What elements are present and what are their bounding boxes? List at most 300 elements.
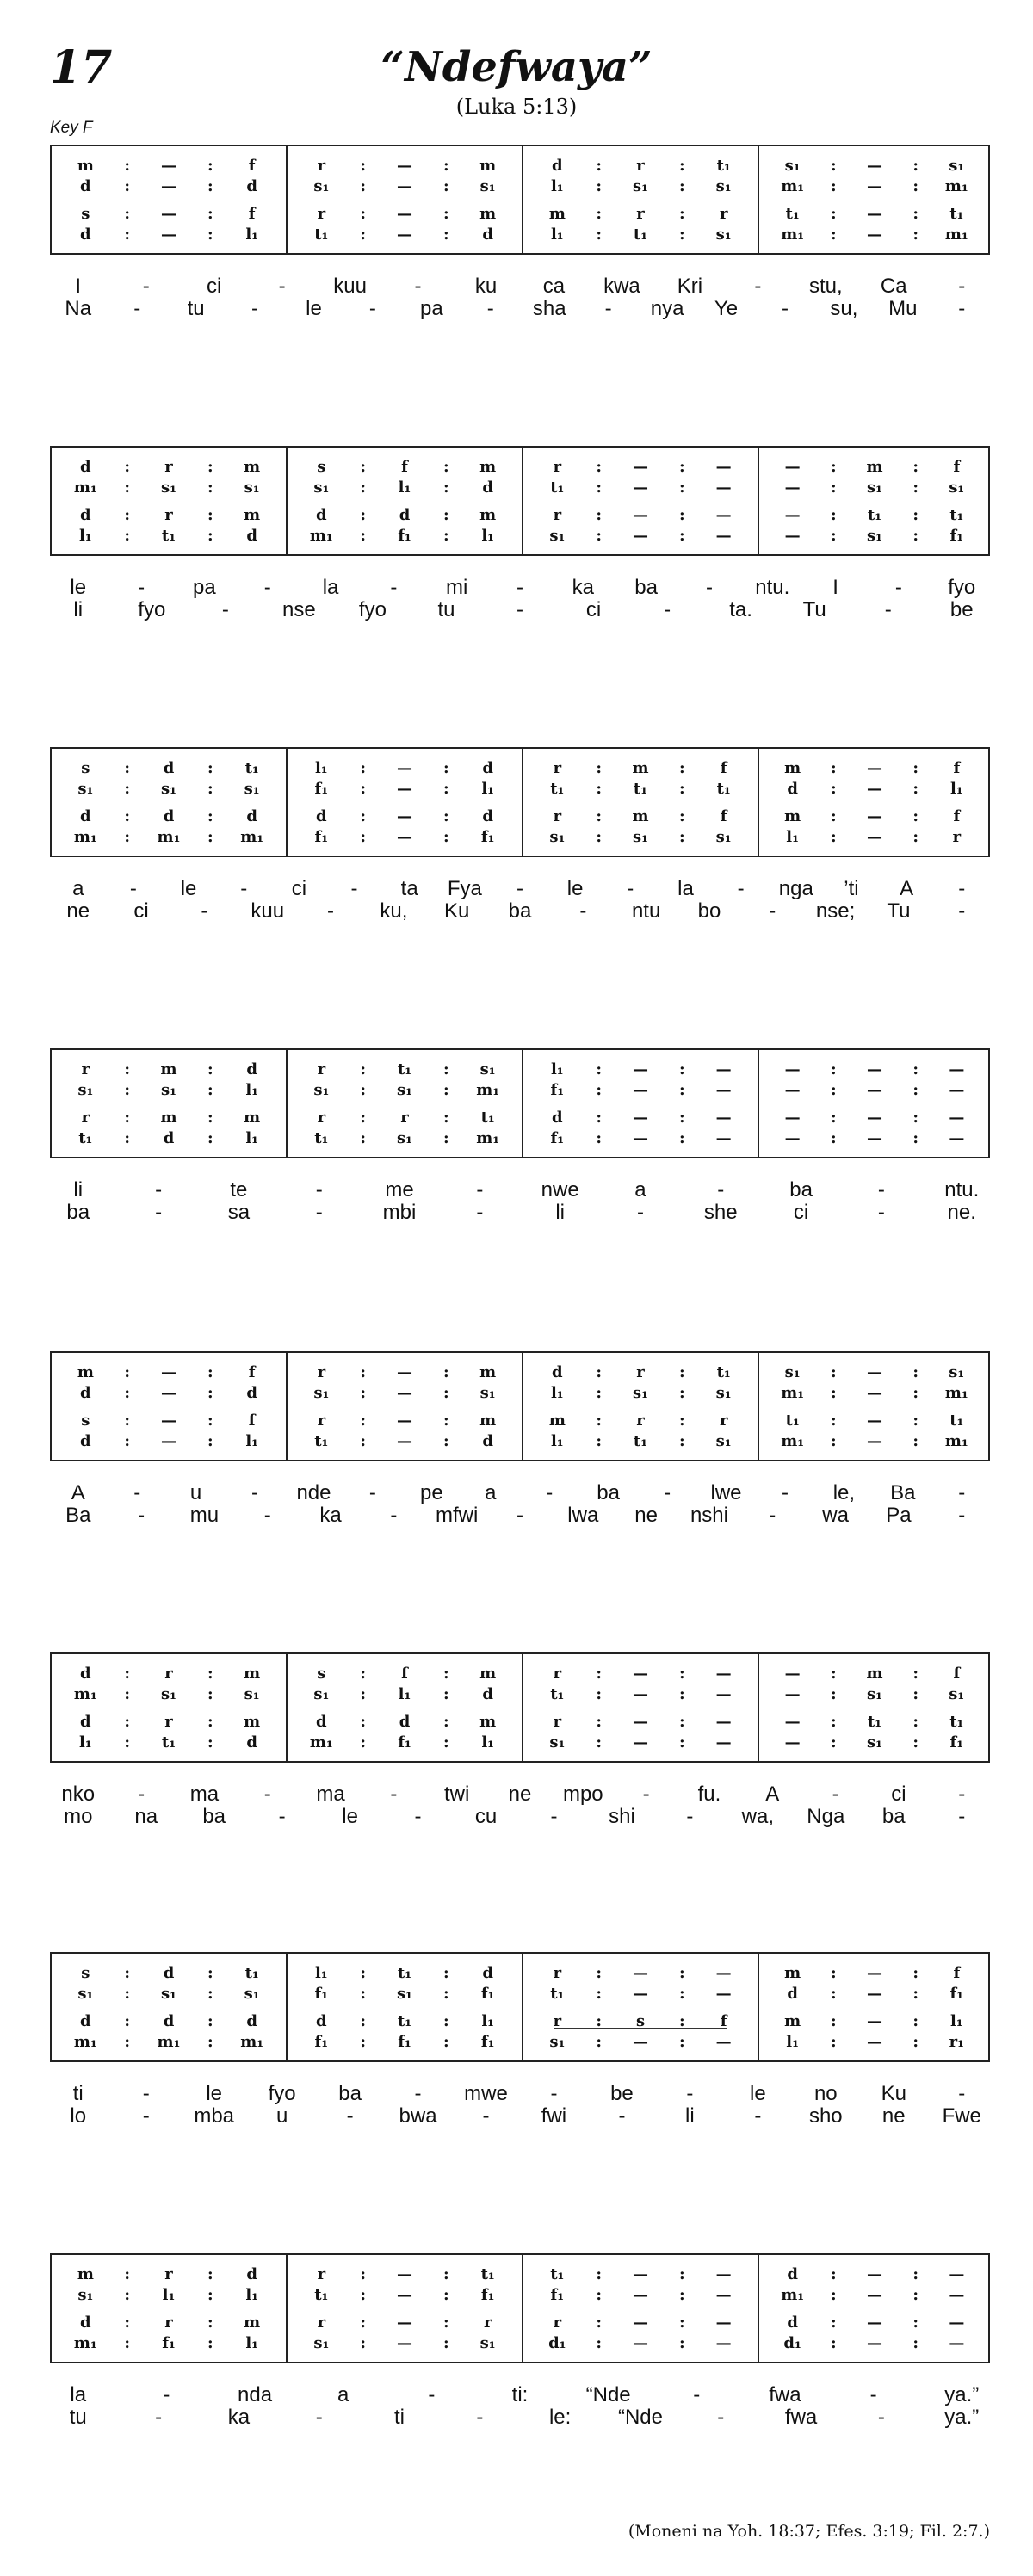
lyric-syllable: ne xyxy=(508,1782,532,1806)
lyric-syllable: ta xyxy=(400,877,418,900)
solfa-note: t₁ xyxy=(633,780,648,798)
solfa-note: — xyxy=(784,527,801,545)
beat-separator: : xyxy=(912,1129,919,1147)
solfa-note: l₁ xyxy=(245,1129,259,1147)
solfa-note: r xyxy=(400,1109,409,1127)
lyric-syllable: lo xyxy=(70,2104,87,2128)
lyric-line xyxy=(50,1504,990,1529)
beat-separator: : xyxy=(912,1384,919,1402)
beat-separator: : xyxy=(124,1129,130,1147)
beat-separator: : xyxy=(124,458,130,476)
voice-row xyxy=(759,157,990,176)
solfa-note: t₁ xyxy=(314,2286,329,2304)
solfa-note: d xyxy=(316,2012,327,2030)
voice-row xyxy=(288,1109,522,1127)
beat-separator: : xyxy=(443,2313,449,2332)
lyric-syllable: le xyxy=(750,2082,766,2105)
beat-separator: : xyxy=(596,527,602,545)
staff-box xyxy=(50,1652,990,1763)
solfa-note: — xyxy=(715,527,732,545)
solfa-note: — xyxy=(866,1109,882,1127)
solfa-note: s₁ xyxy=(160,1985,177,2003)
solfa-note: m₁ xyxy=(240,828,264,846)
solfa-note: m xyxy=(479,1412,497,1430)
solfa-note: d xyxy=(246,2012,257,2030)
beat-separator: : xyxy=(679,479,685,497)
lyric-syllable: - xyxy=(390,1782,398,1806)
beat-separator: : xyxy=(831,1060,837,1078)
lyric-syllable: ti xyxy=(72,2082,84,2105)
lyric-syllable: mo xyxy=(64,1805,93,1828)
voice-row xyxy=(52,1412,286,1430)
voice-row xyxy=(288,1060,522,1079)
solfa-note: m xyxy=(244,1109,261,1127)
lyric-syllable: “Nde xyxy=(617,2406,663,2429)
beat-separator: : xyxy=(831,759,837,777)
voice-row xyxy=(288,2313,522,2332)
measure xyxy=(522,2255,758,2362)
lyric-syllable: le, xyxy=(832,1481,856,1504)
solfa-note: d xyxy=(552,1109,563,1127)
voice-row xyxy=(759,2334,990,2353)
solfa-note: s₁ xyxy=(949,157,965,175)
solfa-note: d xyxy=(80,506,91,524)
beat-separator: : xyxy=(596,828,602,846)
beat-separator: : xyxy=(443,2286,449,2304)
lyric-syllable: me xyxy=(385,1178,414,1202)
voice-row xyxy=(288,759,522,778)
lyric-syllable: ba xyxy=(634,576,658,599)
solfa-note: d xyxy=(399,1713,411,1731)
beat-separator: : xyxy=(124,479,130,497)
solfa-note: d xyxy=(482,479,493,497)
solfa-note: m xyxy=(784,759,801,777)
solfa-note: — xyxy=(949,2313,965,2332)
solfa-note: t₁ xyxy=(161,527,176,545)
lyric-syllable: - xyxy=(476,1178,484,1202)
voice-row xyxy=(288,157,522,176)
solfa-note: m₁ xyxy=(781,225,805,244)
beat-separator: : xyxy=(443,1665,449,1683)
solfa-note: — xyxy=(715,2033,732,2051)
lyric-syllable: - xyxy=(604,297,612,320)
beat-separator: : xyxy=(596,1665,602,1683)
beat-separator: : xyxy=(596,506,602,524)
voice-row xyxy=(52,479,286,497)
beat-separator: : xyxy=(912,1685,919,1703)
solfa-note: — xyxy=(866,2286,882,2304)
beat-separator: : xyxy=(831,1733,837,1751)
solfa-note: — xyxy=(633,1081,648,1099)
lyric-syllable: nse xyxy=(282,598,316,621)
solfa-note: — xyxy=(397,780,412,798)
solfa-note: d xyxy=(246,1384,257,1402)
lyric-syllable: - xyxy=(390,576,398,599)
solfa-note: — xyxy=(949,2265,965,2283)
beat-separator: : xyxy=(831,807,837,825)
beat-separator: : xyxy=(360,2033,366,2051)
beat-separator: : xyxy=(912,2334,919,2352)
beat-separator: : xyxy=(679,2012,685,2030)
solfa-note: m₁ xyxy=(944,225,968,244)
solfa-note: r xyxy=(164,2265,173,2283)
solfa-note: t₁ xyxy=(550,1685,565,1703)
solfa-note: t₁ xyxy=(314,1432,329,1450)
solfa-note: l₁ xyxy=(245,2286,259,2304)
beat-separator: : xyxy=(207,2313,213,2332)
lyric-syllable: sa xyxy=(227,1201,251,1224)
solfa-note: d xyxy=(482,807,493,825)
solfa-note: t₁ xyxy=(550,2265,565,2283)
voice-row xyxy=(759,177,990,196)
measure xyxy=(286,1353,522,1460)
solfa-note: — xyxy=(949,2334,965,2352)
voice-row xyxy=(52,1129,286,1148)
voice-row xyxy=(523,1985,758,2004)
solfa-note: s₁ xyxy=(866,1685,882,1703)
voice-row xyxy=(52,1713,286,1732)
solfa-note: s xyxy=(317,458,326,476)
lyric-syllable: Ku xyxy=(881,2082,906,2105)
voice-row xyxy=(288,2265,522,2284)
lyric-syllable: shi xyxy=(609,1805,635,1828)
solfa-note: m xyxy=(479,458,497,476)
lyric-syllable: - xyxy=(390,1504,398,1527)
beat-separator: : xyxy=(360,1109,366,1127)
beat-separator: : xyxy=(679,177,685,195)
solfa-note: — xyxy=(397,157,412,175)
beat-separator: : xyxy=(912,1081,919,1099)
lyric-syllable: ’ti xyxy=(844,877,859,900)
solfa-note: t₁ xyxy=(161,1733,176,1751)
solfa-note: m xyxy=(244,458,261,476)
scripture-reference: (Luka 5:13) xyxy=(455,95,578,119)
beat-separator: : xyxy=(912,225,919,244)
beat-separator: : xyxy=(360,157,366,175)
beat-separator: : xyxy=(596,1129,602,1147)
lyric-syllable: - xyxy=(769,899,776,923)
beat-separator: : xyxy=(360,527,366,545)
voice-row xyxy=(52,225,286,244)
solfa-note: f₁ xyxy=(550,1129,565,1147)
lyric-syllable: ci xyxy=(133,899,149,923)
measure xyxy=(522,749,758,856)
beat-separator: : xyxy=(360,1060,366,1078)
beat-separator: : xyxy=(360,2334,366,2352)
lyric-syllable: - xyxy=(263,576,271,599)
lyric-syllable: ci xyxy=(585,598,602,621)
lyric-syllable: kuu xyxy=(333,275,367,298)
beat-separator: : xyxy=(679,1412,685,1430)
beat-separator: : xyxy=(124,1985,130,2003)
solfa-note: — xyxy=(715,1109,732,1127)
solfa-note: l₁ xyxy=(78,1733,92,1751)
beat-separator: : xyxy=(360,1733,366,1751)
lyric-syllable: le: xyxy=(548,2406,572,2429)
beat-separator: : xyxy=(831,1713,837,1731)
solfa-note: t₁ xyxy=(716,157,731,175)
solfa-note: s xyxy=(81,759,90,777)
voice-row xyxy=(288,1129,522,1148)
solfa-note: — xyxy=(633,2286,648,2304)
solfa-note: m xyxy=(479,506,497,524)
lyric-syllable: - xyxy=(877,2406,885,2429)
solfa-note: t₁ xyxy=(949,1713,964,1731)
voice-row xyxy=(523,1081,758,1100)
lyric-syllable: - xyxy=(163,2383,170,2406)
solfa-note: t₁ xyxy=(949,205,964,223)
lyric-syllable: be xyxy=(949,598,974,621)
voice-row xyxy=(759,1081,990,1100)
beat-separator: : xyxy=(679,205,685,223)
solfa-note: r xyxy=(636,157,645,175)
beat-separator: : xyxy=(443,1432,449,1450)
voice-row xyxy=(759,479,990,497)
lyric-syllable: - xyxy=(278,275,286,298)
staff-box xyxy=(50,446,990,556)
solfa-note: m xyxy=(77,2265,94,2283)
solfa-note: s₁ xyxy=(244,1985,260,2003)
solfa-note: f xyxy=(953,458,961,476)
solfa-note: m xyxy=(160,1109,177,1127)
voice-row xyxy=(52,1665,286,1683)
voice-row xyxy=(288,2033,522,2052)
solfa-note: l₁ xyxy=(481,780,495,798)
lyric-line xyxy=(50,899,990,925)
lyric-syllable: Tu xyxy=(802,598,826,621)
solfa-note: — xyxy=(161,1384,176,1402)
beat-separator: : xyxy=(912,506,919,524)
solfa-note: t₁ xyxy=(785,1412,800,1430)
beat-separator: : xyxy=(124,1733,130,1751)
lyric-syllable: - xyxy=(958,1805,966,1828)
beat-separator: : xyxy=(596,1985,602,2003)
solfa-note: m xyxy=(866,458,883,476)
solfa-note: — xyxy=(715,2313,732,2332)
beat-separator: : xyxy=(912,2033,919,2051)
measure xyxy=(286,1050,522,1157)
beat-separator: : xyxy=(207,205,213,223)
lyric-syllable: - xyxy=(155,2406,163,2429)
beat-separator: : xyxy=(831,1432,837,1450)
beat-separator: : xyxy=(207,1384,213,1402)
solfa-note: d xyxy=(482,1432,493,1450)
solfa-note: d xyxy=(482,1685,493,1703)
solfa-note: t₁ xyxy=(480,1109,495,1127)
voice-row xyxy=(52,2286,286,2305)
lyric-syllable: Mu xyxy=(888,297,918,320)
lyric-syllable: ntu xyxy=(631,899,661,923)
beat-separator: : xyxy=(912,1363,919,1381)
beat-separator: : xyxy=(679,2313,685,2332)
solfa-note: r xyxy=(483,2313,492,2332)
solfa-note: r xyxy=(81,1060,90,1078)
solfa-note: f₁ xyxy=(398,527,411,545)
lyric-syllable: - xyxy=(686,1805,694,1828)
solfa-note: s₁ xyxy=(160,780,177,798)
beat-separator: : xyxy=(596,225,602,244)
beat-separator: : xyxy=(596,1964,602,1982)
voice-row xyxy=(523,1363,758,1382)
solfa-note: m xyxy=(866,1665,883,1683)
beat-separator: : xyxy=(679,1964,685,1982)
lyric-syllable: fyo xyxy=(948,576,976,599)
voice-row xyxy=(288,1733,522,1752)
voice-row xyxy=(523,1665,758,1683)
beat-separator: : xyxy=(831,225,837,244)
solfa-note: r xyxy=(317,1363,326,1381)
solfa-note: — xyxy=(866,1060,882,1078)
measure xyxy=(522,1954,758,2060)
solfa-note: t₁ xyxy=(716,1363,731,1381)
beat-separator: : xyxy=(124,2313,130,2332)
solfa-note: m xyxy=(784,807,801,825)
voice-row xyxy=(759,1733,990,1752)
solfa-note: m₁ xyxy=(944,1384,968,1402)
solfa-note: — xyxy=(784,458,801,476)
voice-row xyxy=(52,1964,286,1983)
solfa-note: d xyxy=(316,1713,327,1731)
beat-separator: : xyxy=(596,1363,602,1381)
solfa-note: l₁ xyxy=(786,2033,800,2051)
solfa-note: s₁ xyxy=(313,177,330,195)
beat-separator: : xyxy=(679,1109,685,1127)
lyric-syllable: - xyxy=(958,899,966,923)
beat-separator: : xyxy=(443,759,449,777)
beat-separator: : xyxy=(831,1412,837,1430)
solfa-note: l₁ xyxy=(949,780,963,798)
solfa-note: f xyxy=(953,759,961,777)
beat-separator: : xyxy=(443,458,449,476)
lyric-syllable: - xyxy=(550,1805,558,1828)
beat-separator: : xyxy=(679,2286,685,2304)
music-system xyxy=(50,1952,990,2137)
lyric-syllable: pa xyxy=(419,297,443,320)
solfa-note: d xyxy=(80,807,91,825)
solfa-note: d xyxy=(80,1713,91,1731)
lyric-syllable: - xyxy=(155,1201,163,1224)
solfa-note: d xyxy=(80,1665,91,1683)
lyric-syllable: - xyxy=(618,2104,626,2128)
beat-separator: : xyxy=(207,1129,213,1147)
solfa-note: r xyxy=(553,2313,562,2332)
lyric-syllable: ma xyxy=(189,1782,220,1806)
lyric-syllable: cu xyxy=(474,1805,498,1828)
solfa-note: — xyxy=(949,1129,965,1147)
measure xyxy=(758,1954,990,2060)
lyric-syllable: - xyxy=(832,1782,839,1806)
beat-separator: : xyxy=(443,2012,449,2030)
lyric-syllable: Ba xyxy=(890,1481,916,1504)
beat-separator: : xyxy=(360,458,366,476)
solfa-note: — xyxy=(866,1985,882,2003)
solfa-note: — xyxy=(866,2012,882,2030)
beat-separator: : xyxy=(124,1081,130,1099)
beat-separator: : xyxy=(207,780,213,798)
beat-separator: : xyxy=(912,1964,919,1982)
beat-separator: : xyxy=(679,1713,685,1731)
beat-separator: : xyxy=(831,1964,837,1982)
lyric-syllable: li xyxy=(73,598,84,621)
voice-row xyxy=(523,828,758,847)
lyric-syllable: mu xyxy=(189,1504,220,1527)
measure xyxy=(758,1353,990,1460)
solfa-note: — xyxy=(633,1733,648,1751)
solfa-note: f₁ xyxy=(162,2334,176,2352)
solfa-note: t₁ xyxy=(78,1129,93,1147)
lyric-syllable: ne. xyxy=(947,1201,976,1224)
beat-separator: : xyxy=(443,1733,449,1751)
solfa-note: m₁ xyxy=(73,1685,97,1703)
beat-separator: : xyxy=(831,780,837,798)
solfa-note: — xyxy=(633,527,648,545)
solfa-note: d xyxy=(787,2265,798,2283)
lyric-syllable: ba xyxy=(66,1201,90,1224)
beat-separator: : xyxy=(596,780,602,798)
lyric-syllable: le xyxy=(566,877,584,900)
lyric-syllable: Kri xyxy=(677,275,703,298)
music-system xyxy=(50,1048,990,1233)
lyric-syllable: - xyxy=(251,1481,259,1504)
solfa-note: r xyxy=(164,1713,173,1731)
lyric-syllable: fyo xyxy=(268,2082,296,2105)
voice-row xyxy=(288,1713,522,1732)
measure xyxy=(758,448,990,554)
solfa-note: t₁ xyxy=(785,205,800,223)
voice-row xyxy=(288,1432,522,1451)
solfa-note: s₁ xyxy=(160,1081,177,1099)
solfa-note: s₁ xyxy=(866,1733,882,1751)
lyric-syllable: fu. xyxy=(697,1782,721,1806)
voice-row xyxy=(288,458,522,477)
solfa-note: l₁ xyxy=(162,2286,176,2304)
voice-row xyxy=(523,1412,758,1430)
beat-separator: : xyxy=(912,157,919,175)
solfa-note: d xyxy=(246,1060,257,1078)
lyric-syllable: - xyxy=(958,1504,966,1527)
beat-separator: : xyxy=(596,759,602,777)
voice-row xyxy=(523,1432,758,1451)
beat-separator: : xyxy=(831,479,837,497)
beat-separator: : xyxy=(443,1412,449,1430)
solfa-note: l₁ xyxy=(398,479,411,497)
beat-separator: : xyxy=(207,1060,213,1078)
solfa-note: s₁ xyxy=(549,828,566,846)
solfa-note: s₁ xyxy=(160,479,177,497)
beat-separator: : xyxy=(679,1081,685,1099)
voice-row xyxy=(523,177,758,196)
lyric-syllable: I xyxy=(832,576,838,599)
lyric-syllable: a xyxy=(337,2383,349,2406)
beat-separator: : xyxy=(912,177,919,195)
lyric-syllable: - xyxy=(278,1805,286,1828)
voice-row xyxy=(759,1060,990,1079)
lyric-syllable: a xyxy=(634,1178,646,1202)
solfa-note: l₁ xyxy=(314,759,328,777)
solfa-note: r xyxy=(164,506,173,524)
voice-row xyxy=(523,506,758,525)
voice-row xyxy=(523,1060,758,1079)
beat-separator: : xyxy=(360,1985,366,2003)
lyric-syllable: I xyxy=(75,275,82,298)
lyric-line xyxy=(50,1201,990,1226)
voice-row xyxy=(759,1129,990,1148)
solfa-note: — xyxy=(397,205,412,223)
solfa-note: — xyxy=(633,458,648,476)
lyric-syllable: - xyxy=(550,2082,558,2105)
voice-row xyxy=(288,177,522,196)
beat-separator: : xyxy=(912,1412,919,1430)
